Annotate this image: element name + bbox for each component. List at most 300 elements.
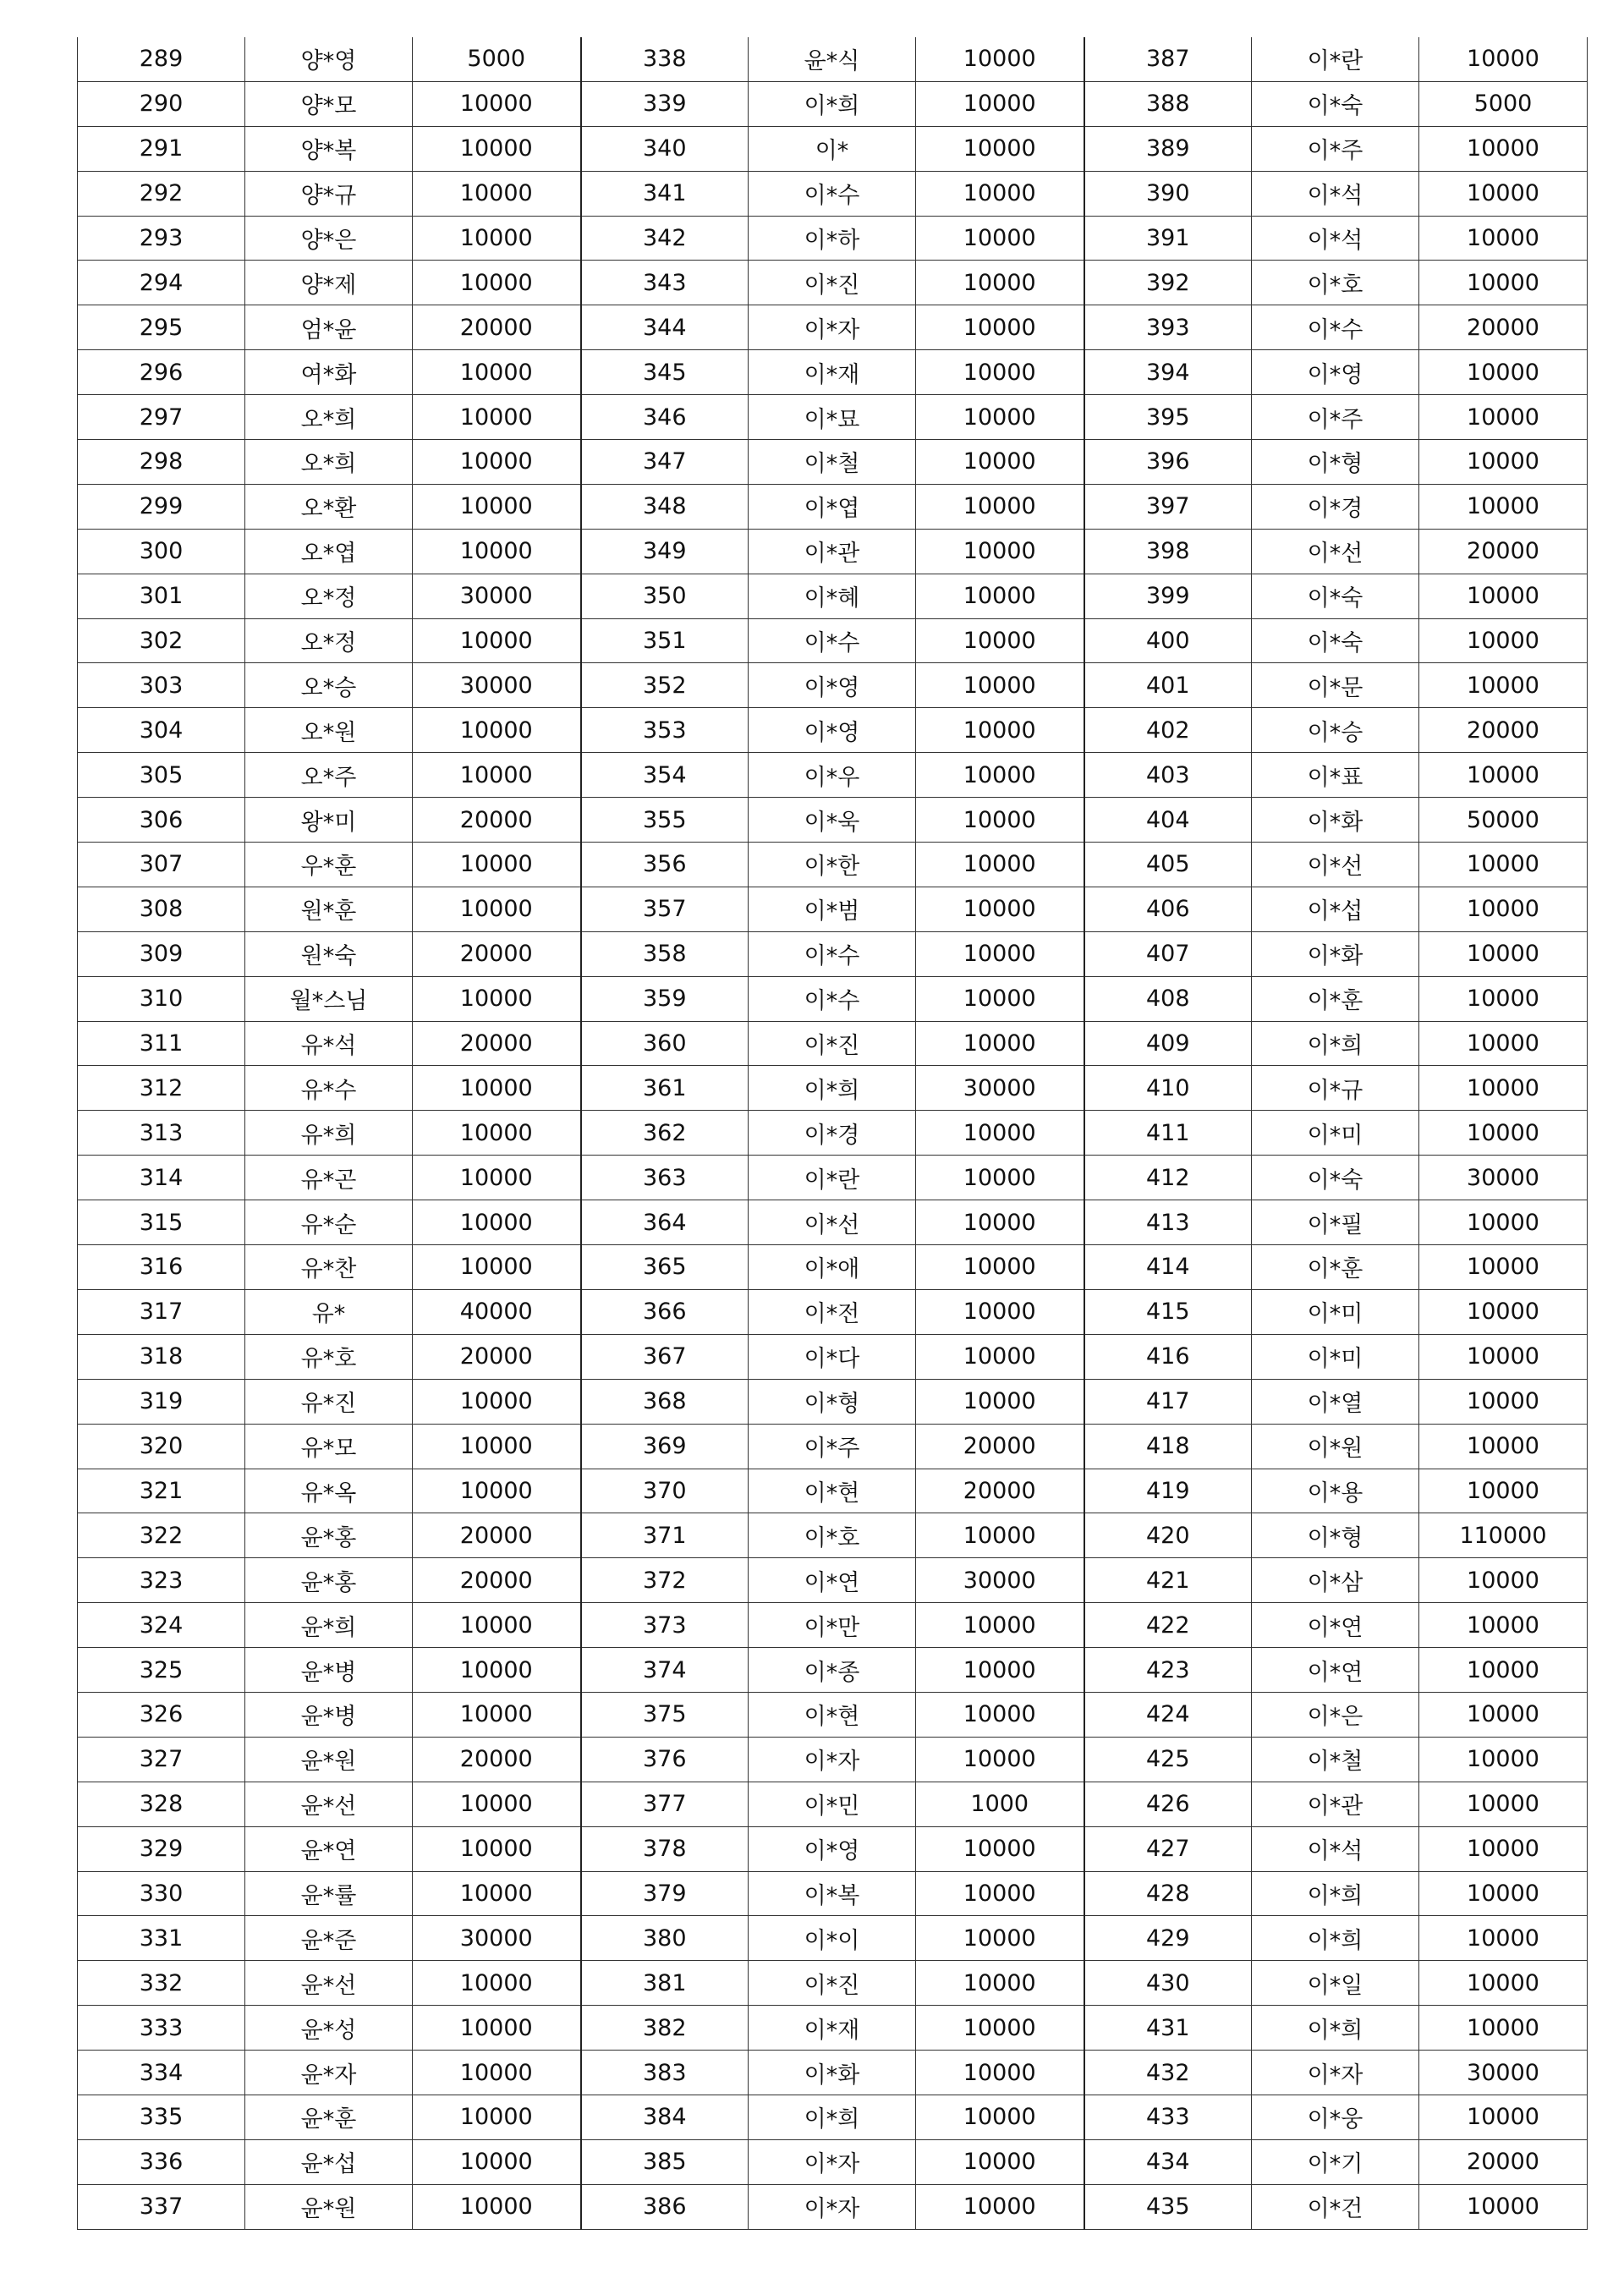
donor-name-cell: 이*희 (749, 1066, 916, 1111)
donation-amount-cell: 20000 (413, 1513, 581, 1558)
entry-number-cell: 352 (581, 663, 749, 708)
donor-name-cell: 이*민 (749, 1782, 916, 1826)
entry-number-cell: 306 (78, 798, 245, 843)
donation-amount-cell: 10000 (916, 843, 1084, 887)
donor-name-cell: 이*철 (1252, 1737, 1419, 1782)
donor-name-cell: 이*희 (1252, 2006, 1419, 2051)
donor-name-cell: 이*희 (1252, 1916, 1419, 1961)
entry-number-cell: 413 (1084, 1200, 1252, 1245)
entry-number-cell: 314 (78, 1156, 245, 1200)
entry-number-cell: 309 (78, 931, 245, 976)
entry-number-cell: 359 (581, 976, 749, 1021)
donor-name-cell: 이*다 (749, 1334, 916, 1379)
donor-name-cell: 이*연 (1252, 1648, 1419, 1693)
donor-name-cell: 유*호 (245, 1334, 413, 1379)
donor-name-cell: 이*석 (1252, 171, 1419, 216)
donor-name-cell: 이*란 (749, 1156, 916, 1200)
table-row (78, 1737, 1588, 1782)
donation-amount-cell: 30000 (916, 1558, 1084, 1603)
donor-name-cell: 이*하 (749, 216, 916, 261)
entry-number-cell: 372 (581, 1558, 749, 1603)
donation-amount-cell: 20000 (1419, 305, 1588, 350)
entry-number-cell: 299 (78, 484, 245, 529)
donation-amount-cell: 10000 (916, 1156, 1084, 1200)
donor-name-cell: 이*자 (749, 2139, 916, 2184)
entry-number-cell: 365 (581, 1245, 749, 1290)
donation-amount-cell: 10000 (916, 1648, 1084, 1693)
donation-amount-cell: 10000 (1419, 1469, 1588, 1513)
donation-amount-cell: 10000 (413, 976, 581, 1021)
donor-name-cell: 양*영 (245, 37, 413, 81)
donation-amount-cell: 10000 (916, 1111, 1084, 1156)
donation-amount-cell: 10000 (1419, 976, 1588, 1021)
donation-amount-cell: 10000 (413, 887, 581, 931)
donor-name-cell: 오*희 (245, 440, 413, 485)
donation-amount-cell: 10000 (916, 2095, 1084, 2139)
table-row (78, 1334, 1588, 1379)
entry-number-cell: 312 (78, 1066, 245, 1111)
entry-number-cell: 356 (581, 843, 749, 887)
donation-amount-cell: 10000 (1419, 1245, 1588, 1290)
entry-number-cell: 341 (581, 171, 749, 216)
donation-amount-cell: 10000 (916, 350, 1084, 395)
donor-name-cell: 이*미 (1252, 1289, 1419, 1334)
entry-number-cell: 318 (78, 1334, 245, 1379)
donor-name-cell: 이*승 (1252, 708, 1419, 753)
donation-amount-cell: 10000 (916, 261, 1084, 305)
donation-amount-cell: 10000 (1419, 1871, 1588, 1916)
table-row (78, 1782, 1588, 1826)
donation-amount-cell: 10000 (1419, 1200, 1588, 1245)
entry-number-cell: 402 (1084, 708, 1252, 753)
entry-number-cell: 351 (581, 618, 749, 663)
donor-name-cell: 이*경 (1252, 484, 1419, 529)
entry-number-cell: 418 (1084, 1424, 1252, 1469)
donor-name-cell: 이*섭 (1252, 887, 1419, 931)
entry-number-cell: 350 (581, 574, 749, 618)
donor-name-cell: 이*문 (1252, 663, 1419, 708)
donor-name-cell: 유*순 (245, 1200, 413, 1245)
entry-number-cell: 334 (78, 2051, 245, 2095)
donor-name-cell: 오*정 (245, 618, 413, 663)
table-row (78, 1916, 1588, 1961)
entry-number-cell: 342 (581, 216, 749, 261)
donor-name-cell: 이*영 (749, 708, 916, 753)
donation-amount-cell: 10000 (413, 753, 581, 798)
donor-name-cell: 이*범 (749, 887, 916, 931)
donor-table (77, 37, 1588, 2230)
table-row (78, 2139, 1588, 2184)
donor-name-cell: 이*호 (749, 1513, 916, 1558)
donation-amount-cell: 10000 (916, 708, 1084, 753)
entry-number-cell: 355 (581, 798, 749, 843)
donor-name-cell: 오*정 (245, 574, 413, 618)
entry-number-cell: 386 (581, 2184, 749, 2229)
donation-amount-cell: 10000 (413, 2184, 581, 2229)
table-row (78, 887, 1588, 931)
donation-amount-cell: 10000 (413, 1648, 581, 1693)
entry-number-cell: 400 (1084, 618, 1252, 663)
donor-name-cell: 월*스님 (245, 976, 413, 1021)
donation-amount-cell: 10000 (413, 440, 581, 485)
donation-amount-cell: 10000 (1419, 2006, 1588, 2051)
donor-name-cell: 이*우 (749, 753, 916, 798)
entry-number-cell: 363 (581, 1156, 749, 1200)
donor-name-cell: 이*란 (1252, 37, 1419, 81)
donor-name-cell: 이*희 (1252, 1021, 1419, 1066)
donation-amount-cell: 10000 (916, 484, 1084, 529)
donor-name-cell: 유*옥 (245, 1469, 413, 1513)
donation-amount-cell: 10000 (1419, 887, 1588, 931)
donation-amount-cell: 10000 (916, 2139, 1084, 2184)
table-row (78, 440, 1588, 485)
donation-amount-cell: 10000 (916, 2051, 1084, 2095)
donor-name-cell: 윤*원 (245, 1737, 413, 1782)
entry-number-cell: 295 (78, 305, 245, 350)
donation-amount-cell: 10000 (916, 1961, 1084, 2006)
donor-name-cell: 이*혜 (749, 574, 916, 618)
donor-name-cell: 이*경 (749, 1111, 916, 1156)
table-row (78, 529, 1588, 574)
entry-number-cell: 292 (78, 171, 245, 216)
entry-number-cell: 414 (1084, 1245, 1252, 1290)
donation-amount-cell: 10000 (916, 81, 1084, 126)
entry-number-cell: 391 (1084, 216, 1252, 261)
donor-name-cell: 윤*병 (245, 1692, 413, 1737)
entry-number-cell: 377 (581, 1782, 749, 1826)
entry-number-cell: 368 (581, 1379, 749, 1424)
donation-amount-cell: 50000 (1419, 798, 1588, 843)
table-row (78, 2095, 1588, 2139)
donor-name-cell: 원*숙 (245, 931, 413, 976)
donor-name-cell: 이*형 (1252, 440, 1419, 485)
table-row (78, 305, 1588, 350)
entry-number-cell: 420 (1084, 1513, 1252, 1558)
donor-name-cell: 이*이 (749, 1916, 916, 1961)
donation-amount-cell: 10000 (916, 976, 1084, 1021)
donation-amount-cell: 10000 (1419, 618, 1588, 663)
entry-number-cell: 291 (78, 126, 245, 171)
donor-name-cell: 이*숙 (1252, 1156, 1419, 1200)
donation-amount-cell: 10000 (916, 1692, 1084, 1737)
table-row (78, 261, 1588, 305)
donation-amount-cell: 10000 (413, 1782, 581, 1826)
entry-number-cell: 433 (1084, 2095, 1252, 2139)
entry-number-cell: 333 (78, 2006, 245, 2051)
donor-name-cell: 이*은 (1252, 1692, 1419, 1737)
donation-amount-cell: 20000 (413, 1334, 581, 1379)
donor-name-cell: 윤*선 (245, 1961, 413, 2006)
donor-name-cell: 이*현 (749, 1692, 916, 1737)
donation-amount-cell: 10000 (916, 395, 1084, 440)
donor-name-cell: 여*화 (245, 350, 413, 395)
entry-number-cell: 353 (581, 708, 749, 753)
donation-amount-cell: 10000 (1419, 1782, 1588, 1826)
table-row (78, 1826, 1588, 1871)
donor-name-cell: 윤*률 (245, 1871, 413, 1916)
entry-number-cell: 354 (581, 753, 749, 798)
donation-amount-cell: 10000 (413, 1603, 581, 1648)
donation-amount-cell: 10000 (1419, 1826, 1588, 1871)
entry-number-cell: 315 (78, 1200, 245, 1245)
donation-amount-cell: 10000 (413, 2095, 581, 2139)
donor-name-cell: 윤*준 (245, 1916, 413, 1961)
table-row (78, 1558, 1588, 1603)
table-row (78, 1111, 1588, 1156)
donor-name-cell: 이*규 (1252, 1066, 1419, 1111)
entry-number-cell: 410 (1084, 1066, 1252, 1111)
entry-number-cell: 390 (1084, 171, 1252, 216)
donor-name-cell: 이*웅 (1252, 2095, 1419, 2139)
table-row (78, 574, 1588, 618)
table-row (78, 1200, 1588, 1245)
donor-name-cell: 이*원 (1252, 1424, 1419, 1469)
donor-name-cell: 이*주 (749, 1424, 916, 1469)
donor-name-cell: 이*영 (749, 663, 916, 708)
donation-amount-cell: 10000 (916, 171, 1084, 216)
donation-amount-cell: 10000 (1419, 931, 1588, 976)
donation-amount-cell: 10000 (413, 261, 581, 305)
donation-amount-cell: 10000 (413, 1424, 581, 1469)
donation-amount-cell: 10000 (916, 37, 1084, 81)
donor-name-cell: 이*수 (749, 976, 916, 1021)
donor-name-cell: 이*형 (749, 1379, 916, 1424)
table-row (78, 1379, 1588, 1424)
donation-amount-cell: 30000 (413, 663, 581, 708)
donor-name-cell: 이*진 (749, 1961, 916, 2006)
table-row (78, 1871, 1588, 1916)
donation-amount-cell: 20000 (413, 1021, 581, 1066)
donation-amount-cell: 10000 (1419, 1334, 1588, 1379)
donor-name-cell: 윤*섭 (245, 2139, 413, 2184)
donation-amount-cell: 10000 (413, 1692, 581, 1737)
donor-name-cell: 이*묘 (749, 395, 916, 440)
donor-name-cell: 윤*자 (245, 2051, 413, 2095)
donation-amount-cell: 10000 (1419, 1289, 1588, 1334)
donor-name-cell: 엄*윤 (245, 305, 413, 350)
entry-number-cell: 411 (1084, 1111, 1252, 1156)
donation-amount-cell: 10000 (1419, 1111, 1588, 1156)
donation-amount-cell: 20000 (413, 798, 581, 843)
donor-name-cell: 이*한 (749, 843, 916, 887)
donor-name-cell: 유*찬 (245, 1245, 413, 1290)
entry-number-cell: 344 (581, 305, 749, 350)
donor-name-cell: 윤*연 (245, 1826, 413, 1871)
donor-name-cell: 이*삼 (1252, 1558, 1419, 1603)
entry-number-cell: 301 (78, 574, 245, 618)
donor-name-cell: 왕*미 (245, 798, 413, 843)
entry-number-cell: 419 (1084, 1469, 1252, 1513)
table-row (78, 708, 1588, 753)
entry-number-cell: 370 (581, 1469, 749, 1513)
donor-name-cell: 유*곤 (245, 1156, 413, 1200)
donor-name-cell: 윤*원 (245, 2184, 413, 2229)
donation-amount-cell: 10000 (916, 1513, 1084, 1558)
donation-amount-cell: 10000 (1419, 663, 1588, 708)
entry-number-cell: 343 (581, 261, 749, 305)
entry-number-cell: 423 (1084, 1648, 1252, 1693)
donor-name-cell: 이*훈 (1252, 1245, 1419, 1290)
entry-number-cell: 302 (78, 618, 245, 663)
entry-number-cell: 394 (1084, 350, 1252, 395)
donor-name-cell: 이*기 (1252, 2139, 1419, 2184)
entry-number-cell: 367 (581, 1334, 749, 1379)
table-row (78, 931, 1588, 976)
donor-name-cell: 윤*식 (749, 37, 916, 81)
donation-amount-cell: 30000 (1419, 2051, 1588, 2095)
donor-name-cell: 이*영 (1252, 350, 1419, 395)
donation-amount-cell: 10000 (916, 305, 1084, 350)
entry-number-cell: 426 (1084, 1782, 1252, 1826)
table-row (78, 216, 1588, 261)
donation-amount-cell: 10000 (413, 1066, 581, 1111)
donor-name-cell: 이*재 (749, 2006, 916, 2051)
table-row (78, 1648, 1588, 1693)
donor-name-cell: 이*필 (1252, 1200, 1419, 1245)
donation-amount-cell: 10000 (1419, 1558, 1588, 1603)
entry-number-cell: 382 (581, 2006, 749, 2051)
donation-amount-cell: 5000 (1419, 81, 1588, 126)
donation-amount-cell: 10000 (916, 1871, 1084, 1916)
donation-amount-cell: 10000 (1419, 843, 1588, 887)
entry-number-cell: 330 (78, 1871, 245, 1916)
donor-name-cell: 이*일 (1252, 1961, 1419, 2006)
entry-number-cell: 404 (1084, 798, 1252, 843)
donation-amount-cell: 10000 (413, 2139, 581, 2184)
donor-name-cell: 유*석 (245, 1021, 413, 1066)
donor-name-cell: 이*연 (1252, 1603, 1419, 1648)
donation-amount-cell: 10000 (916, 1021, 1084, 1066)
entry-number-cell: 421 (1084, 1558, 1252, 1603)
table-row (78, 618, 1588, 663)
donor-name-cell: 이*미 (1252, 1111, 1419, 1156)
table-row (78, 81, 1588, 126)
donation-amount-cell: 20000 (1419, 2139, 1588, 2184)
donor-name-cell: 이*수 (749, 931, 916, 976)
entry-number-cell: 329 (78, 1826, 245, 1871)
donation-amount-cell: 10000 (413, 395, 581, 440)
table-row (78, 2006, 1588, 2051)
entry-number-cell: 428 (1084, 1871, 1252, 1916)
donation-amount-cell: 10000 (413, 1826, 581, 1871)
donor-name-cell: 양*제 (245, 261, 413, 305)
donor-name-cell: 오*주 (245, 753, 413, 798)
entry-number-cell: 381 (581, 1961, 749, 2006)
entry-number-cell: 376 (581, 1737, 749, 1782)
donation-amount-cell: 30000 (916, 1066, 1084, 1111)
donation-amount-cell: 10000 (1419, 350, 1588, 395)
entry-number-cell: 362 (581, 1111, 749, 1156)
entry-number-cell: 293 (78, 216, 245, 261)
donor-name-cell: 오*희 (245, 395, 413, 440)
entry-number-cell: 324 (78, 1603, 245, 1648)
donation-amount-cell: 20000 (413, 305, 581, 350)
donation-amount-cell: 10000 (1419, 440, 1588, 485)
entry-number-cell: 305 (78, 753, 245, 798)
donor-name-cell: 이*화 (1252, 798, 1419, 843)
table-row (78, 1469, 1588, 1513)
entry-number-cell: 366 (581, 1289, 749, 1334)
donation-amount-cell: 10000 (916, 798, 1084, 843)
donor-name-cell: 양*복 (245, 126, 413, 171)
entry-number-cell: 297 (78, 395, 245, 440)
entry-number-cell: 435 (1084, 2184, 1252, 2229)
entry-number-cell: 290 (78, 81, 245, 126)
donor-name-cell: 유*진 (245, 1379, 413, 1424)
entry-number-cell: 407 (1084, 931, 1252, 976)
donation-amount-cell: 20000 (916, 1469, 1084, 1513)
table-row (78, 37, 1588, 81)
table-row (78, 126, 1588, 171)
donation-amount-cell: 10000 (916, 1737, 1084, 1782)
donor-name-cell: 이*수 (749, 618, 916, 663)
donation-amount-cell: 10000 (1419, 753, 1588, 798)
donor-name-cell: 이*용 (1252, 1469, 1419, 1513)
donation-amount-cell: 10000 (916, 1289, 1084, 1334)
entry-number-cell: 430 (1084, 1961, 1252, 2006)
entry-number-cell: 434 (1084, 2139, 1252, 2184)
donation-amount-cell: 10000 (413, 171, 581, 216)
entry-number-cell: 321 (78, 1469, 245, 1513)
donor-name-cell: 이*선 (749, 1200, 916, 1245)
entry-number-cell: 392 (1084, 261, 1252, 305)
donation-amount-cell: 10000 (413, 484, 581, 529)
entry-number-cell: 380 (581, 1916, 749, 1961)
entry-number-cell: 337 (78, 2184, 245, 2229)
donation-amount-cell: 10000 (1419, 395, 1588, 440)
entry-number-cell: 409 (1084, 1021, 1252, 1066)
table-row (78, 753, 1588, 798)
table-row (78, 1961, 1588, 2006)
donation-amount-cell: 10000 (916, 1826, 1084, 1871)
donation-amount-cell: 10000 (1419, 261, 1588, 305)
entry-number-cell: 338 (581, 37, 749, 81)
entry-number-cell: 387 (1084, 37, 1252, 81)
table-row (78, 1513, 1588, 1558)
entry-number-cell: 385 (581, 2139, 749, 2184)
entry-number-cell: 325 (78, 1648, 245, 1693)
donor-name-cell: 이* (749, 126, 916, 171)
donor-name-cell: 유* (245, 1289, 413, 1334)
donor-name-cell: 이*호 (1252, 261, 1419, 305)
donation-amount-cell: 10000 (1419, 216, 1588, 261)
donor-name-cell: 양*은 (245, 216, 413, 261)
donor-name-cell: 이*현 (749, 1469, 916, 1513)
donor-name-cell: 이*자 (749, 2184, 916, 2229)
donation-amount-cell: 10000 (413, 1111, 581, 1156)
entry-number-cell: 401 (1084, 663, 1252, 708)
entry-number-cell: 313 (78, 1111, 245, 1156)
donation-amount-cell: 10000 (1419, 1021, 1588, 1066)
donation-amount-cell: 10000 (916, 126, 1084, 171)
donor-name-cell: 이*숙 (1252, 618, 1419, 663)
donation-amount-cell: 10000 (413, 618, 581, 663)
donation-amount-cell: 30000 (413, 574, 581, 618)
entry-number-cell: 322 (78, 1513, 245, 1558)
donor-name-cell: 이*주 (1252, 126, 1419, 171)
donor-name-cell: 이*수 (1252, 305, 1419, 350)
donation-amount-cell: 110000 (1419, 1513, 1588, 1558)
donor-name-cell: 이*숙 (1252, 574, 1419, 618)
entry-number-cell: 328 (78, 1782, 245, 1826)
donor-name-cell: 이*진 (749, 261, 916, 305)
donor-name-cell: 이*자 (1252, 2051, 1419, 2095)
donor-name-cell: 이*철 (749, 440, 916, 485)
donor-name-cell: 이*선 (1252, 843, 1419, 887)
donor-name-cell: 이*영 (749, 1826, 916, 1871)
donation-amount-cell: 20000 (916, 1424, 1084, 1469)
donor-name-cell: 오*원 (245, 708, 413, 753)
